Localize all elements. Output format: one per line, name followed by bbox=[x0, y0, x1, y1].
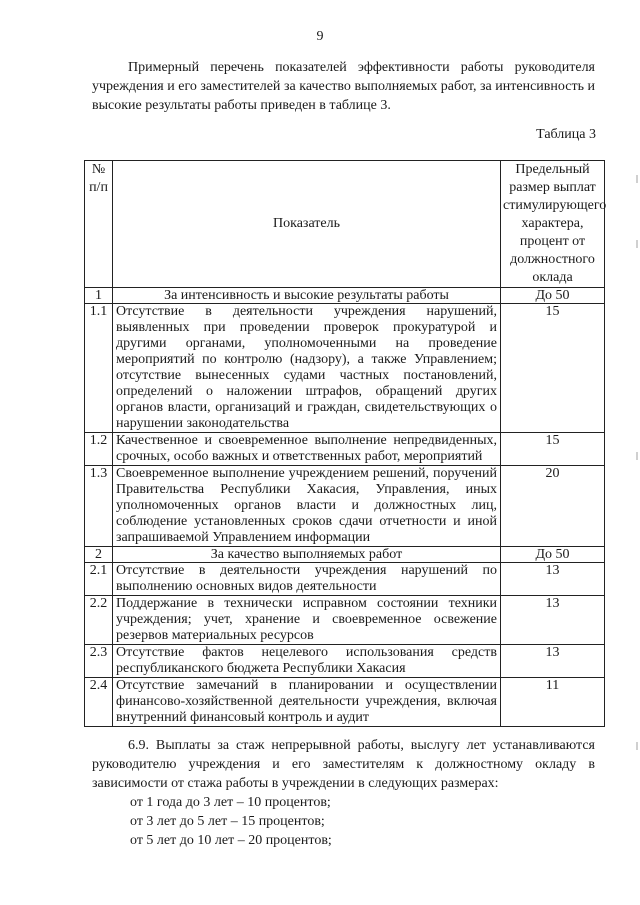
max-percent: До 50 bbox=[501, 288, 605, 304]
indicator-text: Отсутствие в деятельности учреждения нарушений по выполнению основных видов деятельности bbox=[113, 563, 501, 596]
seniority-item: от 3 лет до 5 лет – 15 процентов; bbox=[130, 814, 325, 829]
max-percent: 13 bbox=[501, 596, 605, 645]
page-number: 9 bbox=[316, 29, 324, 44]
table-section-row bbox=[85, 288, 605, 304]
row-number: 1 bbox=[85, 288, 113, 304]
max-percent: 13 bbox=[501, 563, 605, 596]
row-number: 1.3 bbox=[85, 466, 113, 547]
table-row bbox=[85, 304, 605, 433]
indicator-text: Отсутствие фактов нецелевого использования средств республиканского бюджета Республики Хакасия bbox=[113, 645, 501, 678]
table-caption: Таблица 3 bbox=[536, 127, 596, 142]
table-row bbox=[85, 563, 605, 596]
scan-edge-mark bbox=[636, 175, 638, 183]
paragraph-6-9: 6.9. Выплаты за стаж непрерывной работы, выслугу лет устанавливаются руководителю учреждения и его заместителям к должностному окладу в зависимости от стажа работы в учреждении в следующих размерах: bbox=[92, 738, 595, 791]
row-number: 2.1 bbox=[85, 563, 113, 596]
table-row bbox=[85, 433, 605, 466]
max-percent: 15 bbox=[501, 433, 605, 466]
table-section-row bbox=[85, 547, 605, 563]
scan-edge-mark bbox=[636, 240, 638, 248]
row-number: 1.1 bbox=[85, 304, 113, 433]
max-percent: 11 bbox=[501, 678, 605, 727]
table-header-row bbox=[85, 161, 605, 288]
table-row bbox=[85, 596, 605, 645]
section-title: За интенсивность и высокие результаты работы bbox=[113, 288, 501, 304]
header-indicator: Показатель bbox=[113, 161, 501, 288]
scan-edge-mark bbox=[636, 742, 638, 750]
intro-paragraph: Примерный перечень показателей эффективности работы руководителя учреждения и его заместителей за качество выполняемых работ, за интенсивность и высокие результаты работы приведен в таблице 3. bbox=[92, 60, 595, 113]
indicators-table bbox=[84, 160, 605, 727]
header-num: № п/п bbox=[85, 161, 113, 288]
indicator-text: Своевременное выполнение учреждением решений, поручений Правительства Республики Хакасия, Управления, иных уполномоченных органов власти и должностных лиц, соблюдение установленных сроков сдачи отчетности и иной запрашиваемой Управлением информации bbox=[113, 466, 501, 547]
table-row bbox=[85, 645, 605, 678]
seniority-item: от 5 лет до 10 лет – 20 процентов; bbox=[130, 833, 332, 848]
row-number: 2.3 bbox=[85, 645, 113, 678]
header-amount: Предельный размер выплат стимулирующего характера, процент от должностного оклада bbox=[501, 161, 605, 288]
max-percent: До 50 bbox=[501, 547, 605, 563]
section-title: За качество выполняемых работ bbox=[113, 547, 501, 563]
max-percent: 15 bbox=[501, 304, 605, 433]
seniority-item: от 1 года до 3 лет – 10 процентов; bbox=[130, 795, 331, 810]
indicator-text: Качественное и своевременное выполнение непредвиденных, срочных, особо важных и ответственных работ, мероприятий bbox=[113, 433, 501, 466]
row-number: 1.2 bbox=[85, 433, 113, 466]
table-row bbox=[85, 678, 605, 727]
row-number: 2.4 bbox=[85, 678, 113, 727]
indicator-text: Отсутствие замечаний в планировании и осуществлении финансово-хозяйственной деятельности учреждения, включая внутренний финансовый контроль и аудит bbox=[113, 678, 501, 727]
row-number: 2 bbox=[85, 547, 113, 563]
seniority-section bbox=[92, 736, 595, 850]
row-number: 2.2 bbox=[85, 596, 113, 645]
table-row bbox=[85, 466, 605, 547]
indicator-text: Поддержание в технически исправном состоянии техники учреждения; учет, хранение и своевременное освежение резервов материальных ресурсов bbox=[113, 596, 501, 645]
indicator-text: Отсутствие в деятельности учреждения нарушений, выявленных при проведении проверок прокуратурой и другими органами, уполномоченными на проведение мероприятий по контролю (надзору), а также Управлением; отсутствие вынесенных судами частных постановлений, определений о наложении штрафов, обращений других органов власти, организаций и граждан, свидетельствующих о нарушении законодательства bbox=[113, 304, 501, 433]
max-percent: 13 bbox=[501, 645, 605, 678]
scan-edge-mark bbox=[636, 452, 638, 460]
max-percent: 20 bbox=[501, 466, 605, 547]
